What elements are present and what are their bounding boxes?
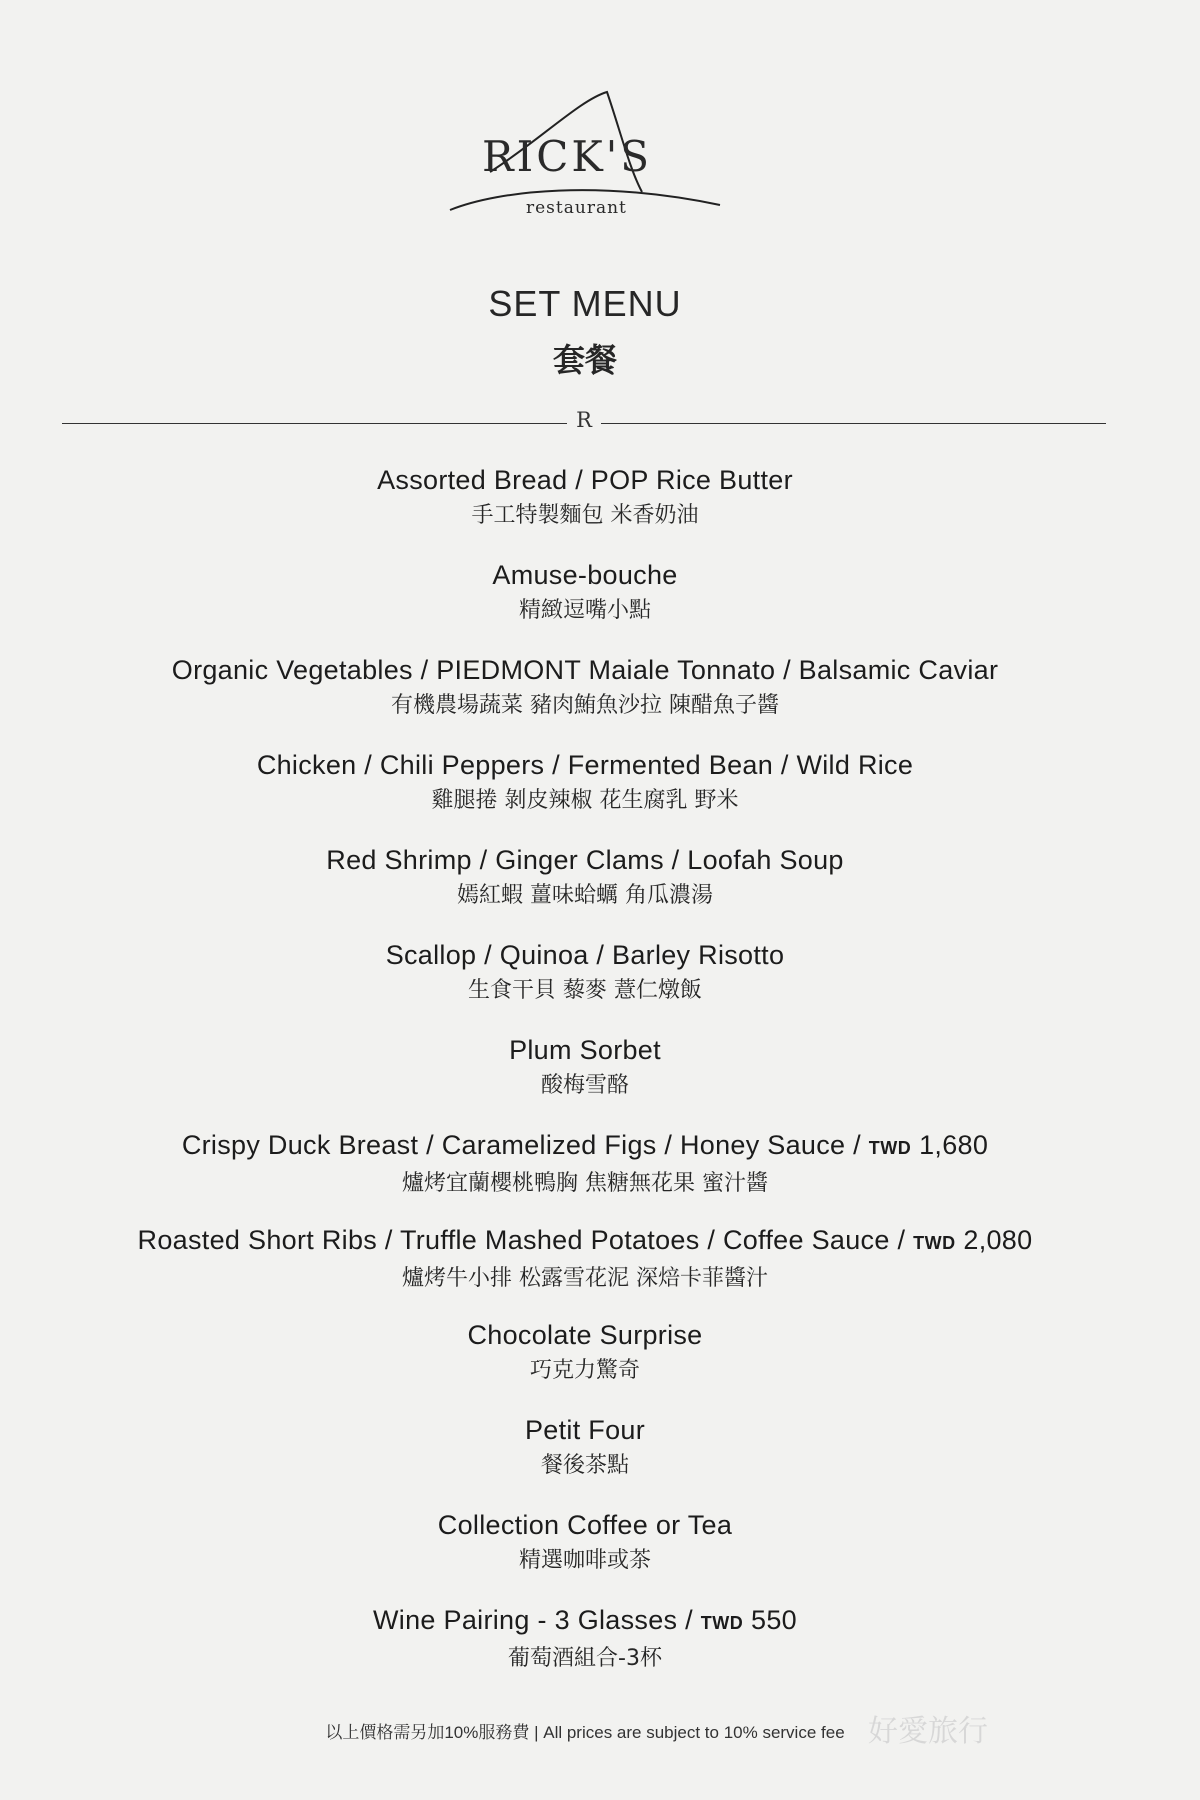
dish-name-en: Plum Sorbet: [509, 1035, 661, 1065]
menu-item-name: [0, 1317, 1170, 1353]
menu-item: [0, 1507, 1170, 1602]
dish-name-en: Amuse-bouche: [492, 560, 678, 590]
dish-name-en: Scallop / Quinoa / Barley Risotto: [385, 940, 785, 970]
menu-item-name-zh: 雞腿捲 剝皮辣椒 花生腐乳 野米: [431, 788, 739, 813]
menu-item-name: [0, 842, 1170, 878]
price-currency: TWD: [868, 1138, 912, 1158]
menu-item: [0, 1602, 1170, 1697]
service-fee-note: 以上價格需另加10%服務費 | All prices are subject to 10% service fee: [325, 1723, 845, 1742]
menu-item-name: [0, 1412, 1170, 1448]
dish-name-en: Crispy Duck Breast / Caramelized Figs / Honey Sauce /: [181, 1130, 869, 1160]
menu-item: [0, 747, 1170, 842]
menu-item-name: [0, 1602, 1170, 1641]
dish-name-en: Organic Vegetables / PIEDMONT Maiale Tonnato / Balsamic Caviar: [171, 655, 999, 685]
menu-item-name: [0, 747, 1170, 783]
menu-item-name: [0, 462, 1170, 498]
menu-item-name: [0, 1032, 1170, 1068]
menu-item-name: [0, 557, 1170, 593]
page-title-zh: 套餐: [552, 341, 617, 379]
menu-item-name-zh: 精緻逗嘴小點: [518, 598, 651, 623]
menu-item: [0, 1127, 1170, 1222]
divider-line-left: [62, 423, 567, 424]
menu-item-name-zh: 葡萄酒組合-3杯: [508, 1646, 662, 1671]
dish-name-en: Chocolate Surprise: [467, 1320, 703, 1350]
dish-name-en: Chicken / Chili Peppers / Fermented Bean / Wild Rice: [256, 750, 914, 780]
dish-name-en: Red Shrimp / Ginger Clams / Loofah Soup: [326, 845, 844, 875]
menu-item: [0, 1222, 1170, 1317]
dish-name-en: Collection Coffee or Tea: [437, 1510, 733, 1540]
menu-item-name: [0, 652, 1170, 688]
section-divider: [62, 408, 1106, 438]
price-amount: 550: [751, 1605, 797, 1635]
menu-item-name: [0, 1507, 1170, 1543]
page-title: SET MENU: [488, 283, 682, 324]
menu-item: [0, 462, 1170, 557]
menu-item-name-zh: 巧克力驚奇: [529, 1358, 640, 1383]
dish-name-en: Wine Pairing - 3 Glasses /: [373, 1605, 701, 1635]
price-currency: TWD: [913, 1233, 956, 1253]
menu-item-name: [0, 937, 1170, 973]
menu-item-name-zh: 爐烤牛小排 松露雪花泥 深焙卡菲醬汁: [402, 1266, 768, 1291]
watermark: 好愛旅行: [868, 1714, 988, 1749]
divider-mark: R: [576, 408, 592, 432]
menu-list: [0, 462, 1170, 1697]
menu-item-name-zh: 爐烤宜蘭櫻桃鴨胸 焦糖無花果 蜜汁醬: [402, 1171, 768, 1196]
menu-item: [0, 1317, 1170, 1412]
menu-item-name: [0, 1222, 1170, 1261]
price-amount: 2,080: [963, 1225, 1033, 1255]
menu-item-name-zh: 嫣紅蝦 薑味蛤蠣 角瓜濃湯: [457, 883, 713, 908]
price-currency: TWD: [700, 1613, 744, 1633]
menu-item-name: [0, 1127, 1170, 1166]
menu-item: [0, 1412, 1170, 1507]
divider-line-right: [601, 423, 1106, 424]
menu-item-name-zh: 手工特製麵包 米香奶油: [471, 503, 699, 528]
dish-name-en: Petit Four: [524, 1415, 646, 1445]
menu-item-name-zh: 生食干貝 藜麥 薏仁燉飯: [468, 978, 702, 1003]
menu-item: [0, 1032, 1170, 1127]
menu-item: [0, 937, 1170, 1032]
menu-item: [0, 557, 1170, 652]
menu-item-name-zh: 酸梅雪酪: [540, 1073, 629, 1098]
logo-name: RICK'S: [482, 132, 653, 181]
menu-item: [0, 842, 1170, 937]
price-amount: 1,680: [919, 1130, 989, 1160]
restaurant-logo: [430, 80, 730, 230]
dish-name-en: Roasted Short Ribs / Truffle Mashed Potatoes / Coffee Sauce /: [137, 1225, 914, 1255]
menu-item-name-zh: 精選咖啡或茶: [518, 1548, 651, 1573]
menu-item: [0, 652, 1170, 747]
logo-subtitle: restaurant: [526, 198, 627, 218]
menu-item-name-zh: 餐後茶點: [540, 1453, 629, 1478]
dish-name-en: Assorted Bread / POP Rice Butter: [377, 465, 793, 495]
menu-item-name-zh: 有機農場蔬菜 豬肉鮪魚沙拉 陳醋魚子醬: [391, 693, 779, 718]
